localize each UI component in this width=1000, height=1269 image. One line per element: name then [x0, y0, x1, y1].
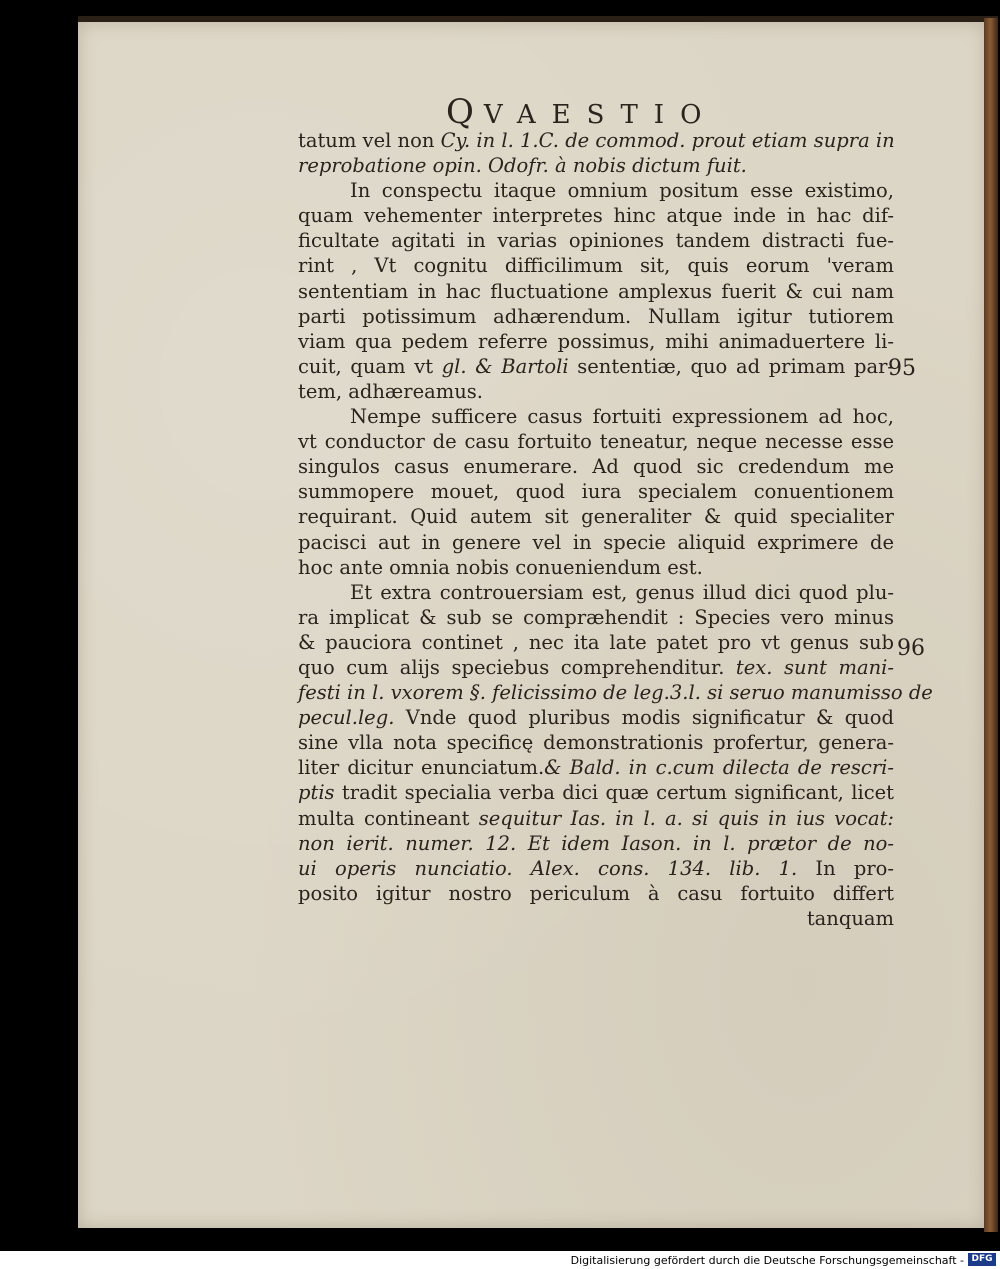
text-span: sententiam in hac fluctuatione amplexus fuerit & cui nam [298, 279, 894, 303]
text-span: cuit, quam vt [298, 354, 442, 378]
text-line [298, 429, 894, 454]
dfg-logo: DFG [968, 1253, 996, 1266]
text-line [298, 178, 894, 203]
text-span: pacisci aut in genere vel in specie aliquid exprimere de [298, 530, 894, 554]
text-line [298, 906, 894, 931]
text-span: & pauciora continet , nec ita late patet pro vt genus sub [298, 630, 894, 654]
text-span: Et extra controuersiam est, genus illud dici quod plu- [350, 580, 894, 604]
text-span: ra implicat & sub se compræhendit : Species vero minus [298, 605, 894, 629]
text-span: summopere mouet, quod iura specialem conuentionem [298, 480, 894, 504]
text-span: vt conductor de casu fortuito teneatur, neque necesse esse [298, 430, 894, 454]
text-span: multa contineant [298, 806, 479, 830]
italic-citation: pecul.leg. [298, 706, 395, 730]
text-line [298, 304, 894, 329]
book-fore-edge [984, 18, 998, 1232]
italic-citation: & Bald. in c.cum dilecta de rescri- [544, 756, 894, 780]
text-line [298, 530, 894, 555]
italic-citation: reprobatione opin. Odofr. à nobis dictum fuit. [298, 154, 747, 178]
text-line [298, 404, 894, 429]
italic-citation: festi in l. vxorem §. felicissimo de leg.3.l. si seruo manumisso de [298, 681, 933, 705]
text-line [298, 730, 894, 755]
margin-number: 95 [888, 356, 916, 381]
text-span: parti potissimum adhærendum. Nullam igitur tutiorem [298, 304, 894, 328]
text-span: tem, adhæreamus. [298, 379, 484, 403]
text-line [298, 881, 894, 906]
text-line [298, 655, 894, 680]
text-span: requirant. Quid autem sit generaliter & quid specialiter [298, 505, 894, 529]
text-span: In pro- [797, 856, 894, 880]
text-span: liter dicitur enunciatum. [298, 756, 545, 780]
text-span: tradit specialia verba dici quæ certum significant, licet [334, 781, 894, 805]
text-span: posito igitur nostro periculum à casu fortuito differt [298, 881, 894, 905]
text-span: quam vehementer interpretes hinc atque inde in hac dif- [298, 204, 894, 228]
text-line [298, 605, 894, 630]
text-line [298, 806, 894, 831]
running-head-initial: Q [446, 92, 484, 132]
text-span: tatum vel non [298, 129, 441, 152]
italic-citation: tex. sunt mani- [735, 655, 894, 679]
running-head-rest: VAESTIO [483, 100, 718, 130]
text-span: ficultate agitati in varias opiniones tandem distracti fue- [298, 229, 894, 253]
text-span: sententiæ, quo ad primam par- [568, 354, 895, 378]
text-span: viam qua pedem referre possimus, mihi animaduertere li- [298, 329, 894, 353]
italic-citation: non ierit. numer. 12. Et idem Iason. in l. prætor de nο- [298, 831, 894, 855]
text-line [298, 203, 894, 228]
text-line [298, 680, 933, 705]
text-line [298, 504, 894, 529]
text-line [298, 856, 894, 881]
text-line [298, 831, 894, 856]
text-span: sine vlla nota specificę demonstrationis profertur, genera- [298, 731, 894, 755]
text-line [298, 228, 894, 253]
text-line [298, 354, 894, 379]
italic-citation: sequitur Ias. in l. a. si quis in ius vocat: [478, 806, 894, 830]
italic-citation: ptis [298, 781, 335, 805]
funding-credit: Digitalisierung gefördert durch die Deutsche Forschungsgemeinschaft - [570, 1254, 964, 1267]
text-line [298, 555, 894, 580]
italic-citation: gl. & Bartoli [441, 354, 569, 378]
italic-citation: ui operis nunciatio. Alex. cons. 134. lib. 1. [298, 856, 798, 880]
text-line [298, 454, 894, 479]
margin-number: 96 [897, 636, 925, 661]
text-line [298, 630, 894, 655]
text-line [298, 253, 894, 278]
text-line [298, 755, 894, 780]
text-span: tanquam [806, 906, 894, 930]
text-span: quo cum alijs speciebus comprehenditur. [298, 655, 736, 679]
text-line [298, 128, 894, 153]
text-span: Vnde quod pluribus modis significatur & quod [394, 706, 894, 730]
text-line [298, 329, 894, 354]
text-span: singulos casus enumerare. Ad quod sic credendum me [298, 455, 894, 479]
italic-citation: Cy. in l. 1.C. de commod. prout etiam supra in [440, 129, 895, 152]
text-line [298, 153, 894, 178]
text-line [298, 379, 894, 404]
text-span: rint , Vt cognitu difficilimum sit, quis eorum 'veram [298, 254, 894, 278]
running-head [446, 92, 717, 132]
text-line [298, 580, 894, 605]
text-line [298, 479, 894, 504]
text-span: In conspectu itaque omnium positum esse existimo, [350, 179, 894, 203]
text-line [298, 780, 894, 805]
text-span: hoc ante omnia nobis conueniendum est. [298, 555, 703, 579]
text-span: Nempe sufficere casus fortuiti expressionem ad hoc, [350, 405, 894, 429]
text-line [298, 705, 894, 730]
text-line [298, 279, 894, 304]
